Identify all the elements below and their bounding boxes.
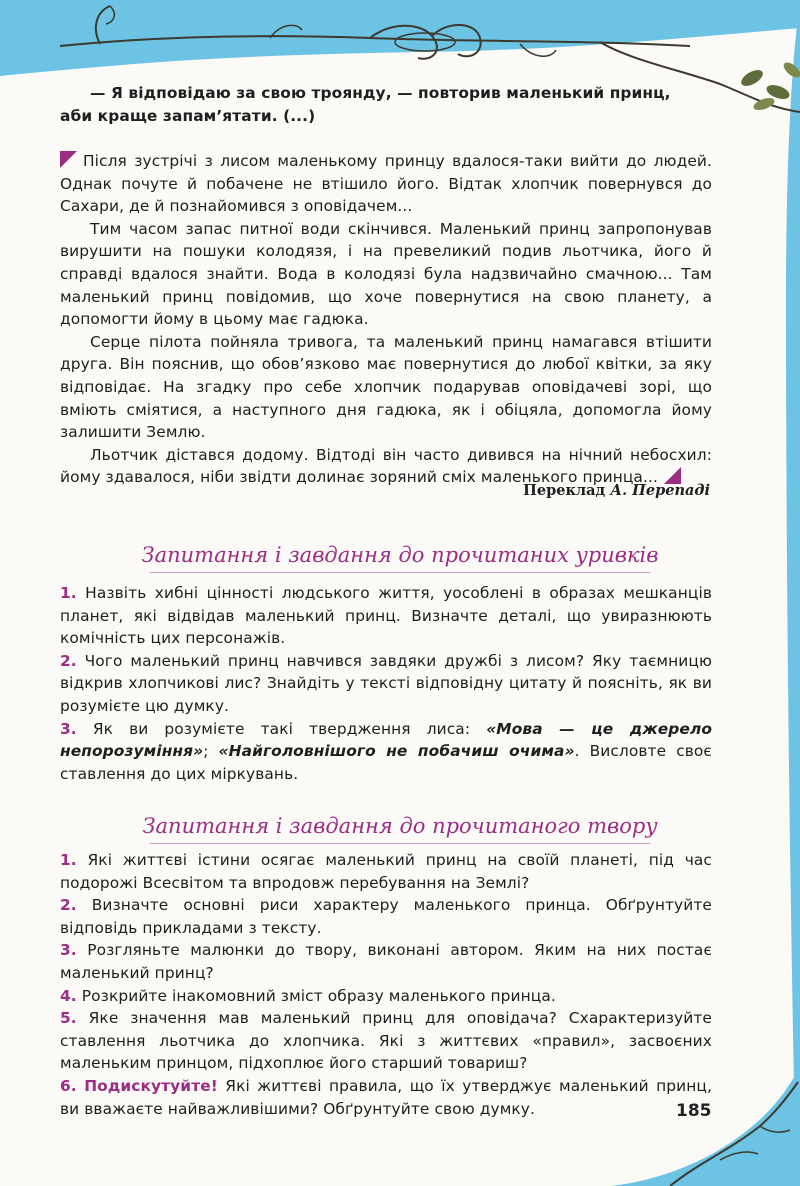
title-underline	[150, 843, 650, 844]
right-border-band	[740, 0, 800, 1186]
work-question-3: 3. Розгляньте малюнки до твору, виконані автором. Яким на них постає маленький принц?	[60, 941, 712, 982]
quote-line-2: аби краще запам’ятати. (...)	[60, 106, 316, 125]
excerpt-question-1: 1. Назвіть хибні цінності людського життя, уособлені в образах мешканців планет, які відвідав маленький принц. Визначте деталі, що увиразнюють комічність цих персонажів.	[60, 584, 713, 648]
fox-quote-1: «Мова — це джерело непорозуміння»	[60, 719, 712, 761]
summary-paragraph-1: Після зустрічі з лисом маленькому принцу вдалося-таки вийти до людей. Однак почуте й побачене не втішило його. Відтак хлопчик повернувся до Сахари, де й познайомився з оповідачем...	[60, 152, 712, 216]
translator-name: А. Перепаді	[610, 482, 710, 499]
page-number: 185	[676, 1101, 712, 1121]
quote-line-1: — Я відповідаю за свою троянду, — повторив маленький принц,	[90, 84, 671, 102]
work-question-2: 2. Визначте основні риси характеру маленького принца. Обґрунтуйте відповідь прикладами з тексту.	[60, 896, 712, 937]
summary-paragraph-3: Серце пілота пойняла тривога, та маленький принц намагався втішити друга. Він пояснив, що обов’язково має повернутися до любої квітки, за яку відповідає. На згадку про себе хлопчик подарував оповідачеві зорі, що вміють сміятися, а наступного дня гадюка, як і обіцяла, допомогла йому залишити Землю.	[60, 332, 712, 442]
work-question-6: 6. Подискутуйте! Які життєві правила, що їх утверджує маленький принц, ви вважаєте найважливішими? Обґрунтуйте свою думку.	[60, 1076, 712, 1118]
summary-paragraph-4: Льотчик дістався додому. Відтоді він часто дивився на нічний небосхил: йому здавалося, ніби звідти долинає зоряний сміх маленького принца...	[60, 445, 712, 487]
title-underline	[150, 572, 650, 573]
work-question-5: 5. Яке значення мав маленький принц для оповідача? Схарактеризуйте ставлення льотчика до хлопчика. Які з життєвих «правил», засвоєних маленьким принцом, підхоплює його старший товариш?	[60, 1009, 712, 1073]
section-title-whole-work: Запитання і завдання до прочитаного твору	[60, 814, 740, 838]
section-title-excerpts: Запитання і завдання до прочитаних уривків	[60, 543, 740, 567]
translator-credit: Переклад А. Перепаді	[523, 482, 710, 499]
excerpt-questions	[60, 582, 712, 785]
work-question-4: 4. Розкрийте інакомовний зміст образу маленького принца.	[60, 986, 556, 1005]
discuss-label: Подискутуйте!	[84, 1076, 218, 1095]
story-summary	[60, 150, 712, 489]
work-question-1: 1. Які життєві істини осягає маленький принц на своїй планеті, під час подорожі Всесвітом та впродовж перебування на Землі?	[60, 851, 712, 892]
fox-quote-2: «Найголовнішого не побачиш очима»	[218, 742, 575, 761]
excerpt-question-3: 3. Як ви розумієте такі твердження лиса: «Мова — це джерело непорозуміння»; «Найголовнішого не побачиш очима». Висловте своє ставлення до цих міркувань.	[60, 719, 712, 783]
triangle-start-icon	[60, 151, 77, 168]
corner-ornament	[610, 1066, 800, 1186]
closing-dialogue	[60, 82, 712, 127]
excerpt-question-2: 2. Чого маленький принц навчився завдяки дружбі з лисом? Яку таємницю відкрив хлопчикові лис? Знайдіть у тексті відповідну цитату й поясніть, як ви розумієте цю думку.	[60, 651, 712, 715]
summary-paragraph-2: Тим часом запас питної води скінчився. Маленький принц запропонував вирушити на пошуки колодязя, і на превеликий подив льотчика, його й справді вдалося знайти. Вода в колодязі була надзвичайно смачною... Там маленький принц повідомив, що хоче повернутися на свою планету, а допомогти йому в цьому має гадюка.	[60, 219, 712, 329]
